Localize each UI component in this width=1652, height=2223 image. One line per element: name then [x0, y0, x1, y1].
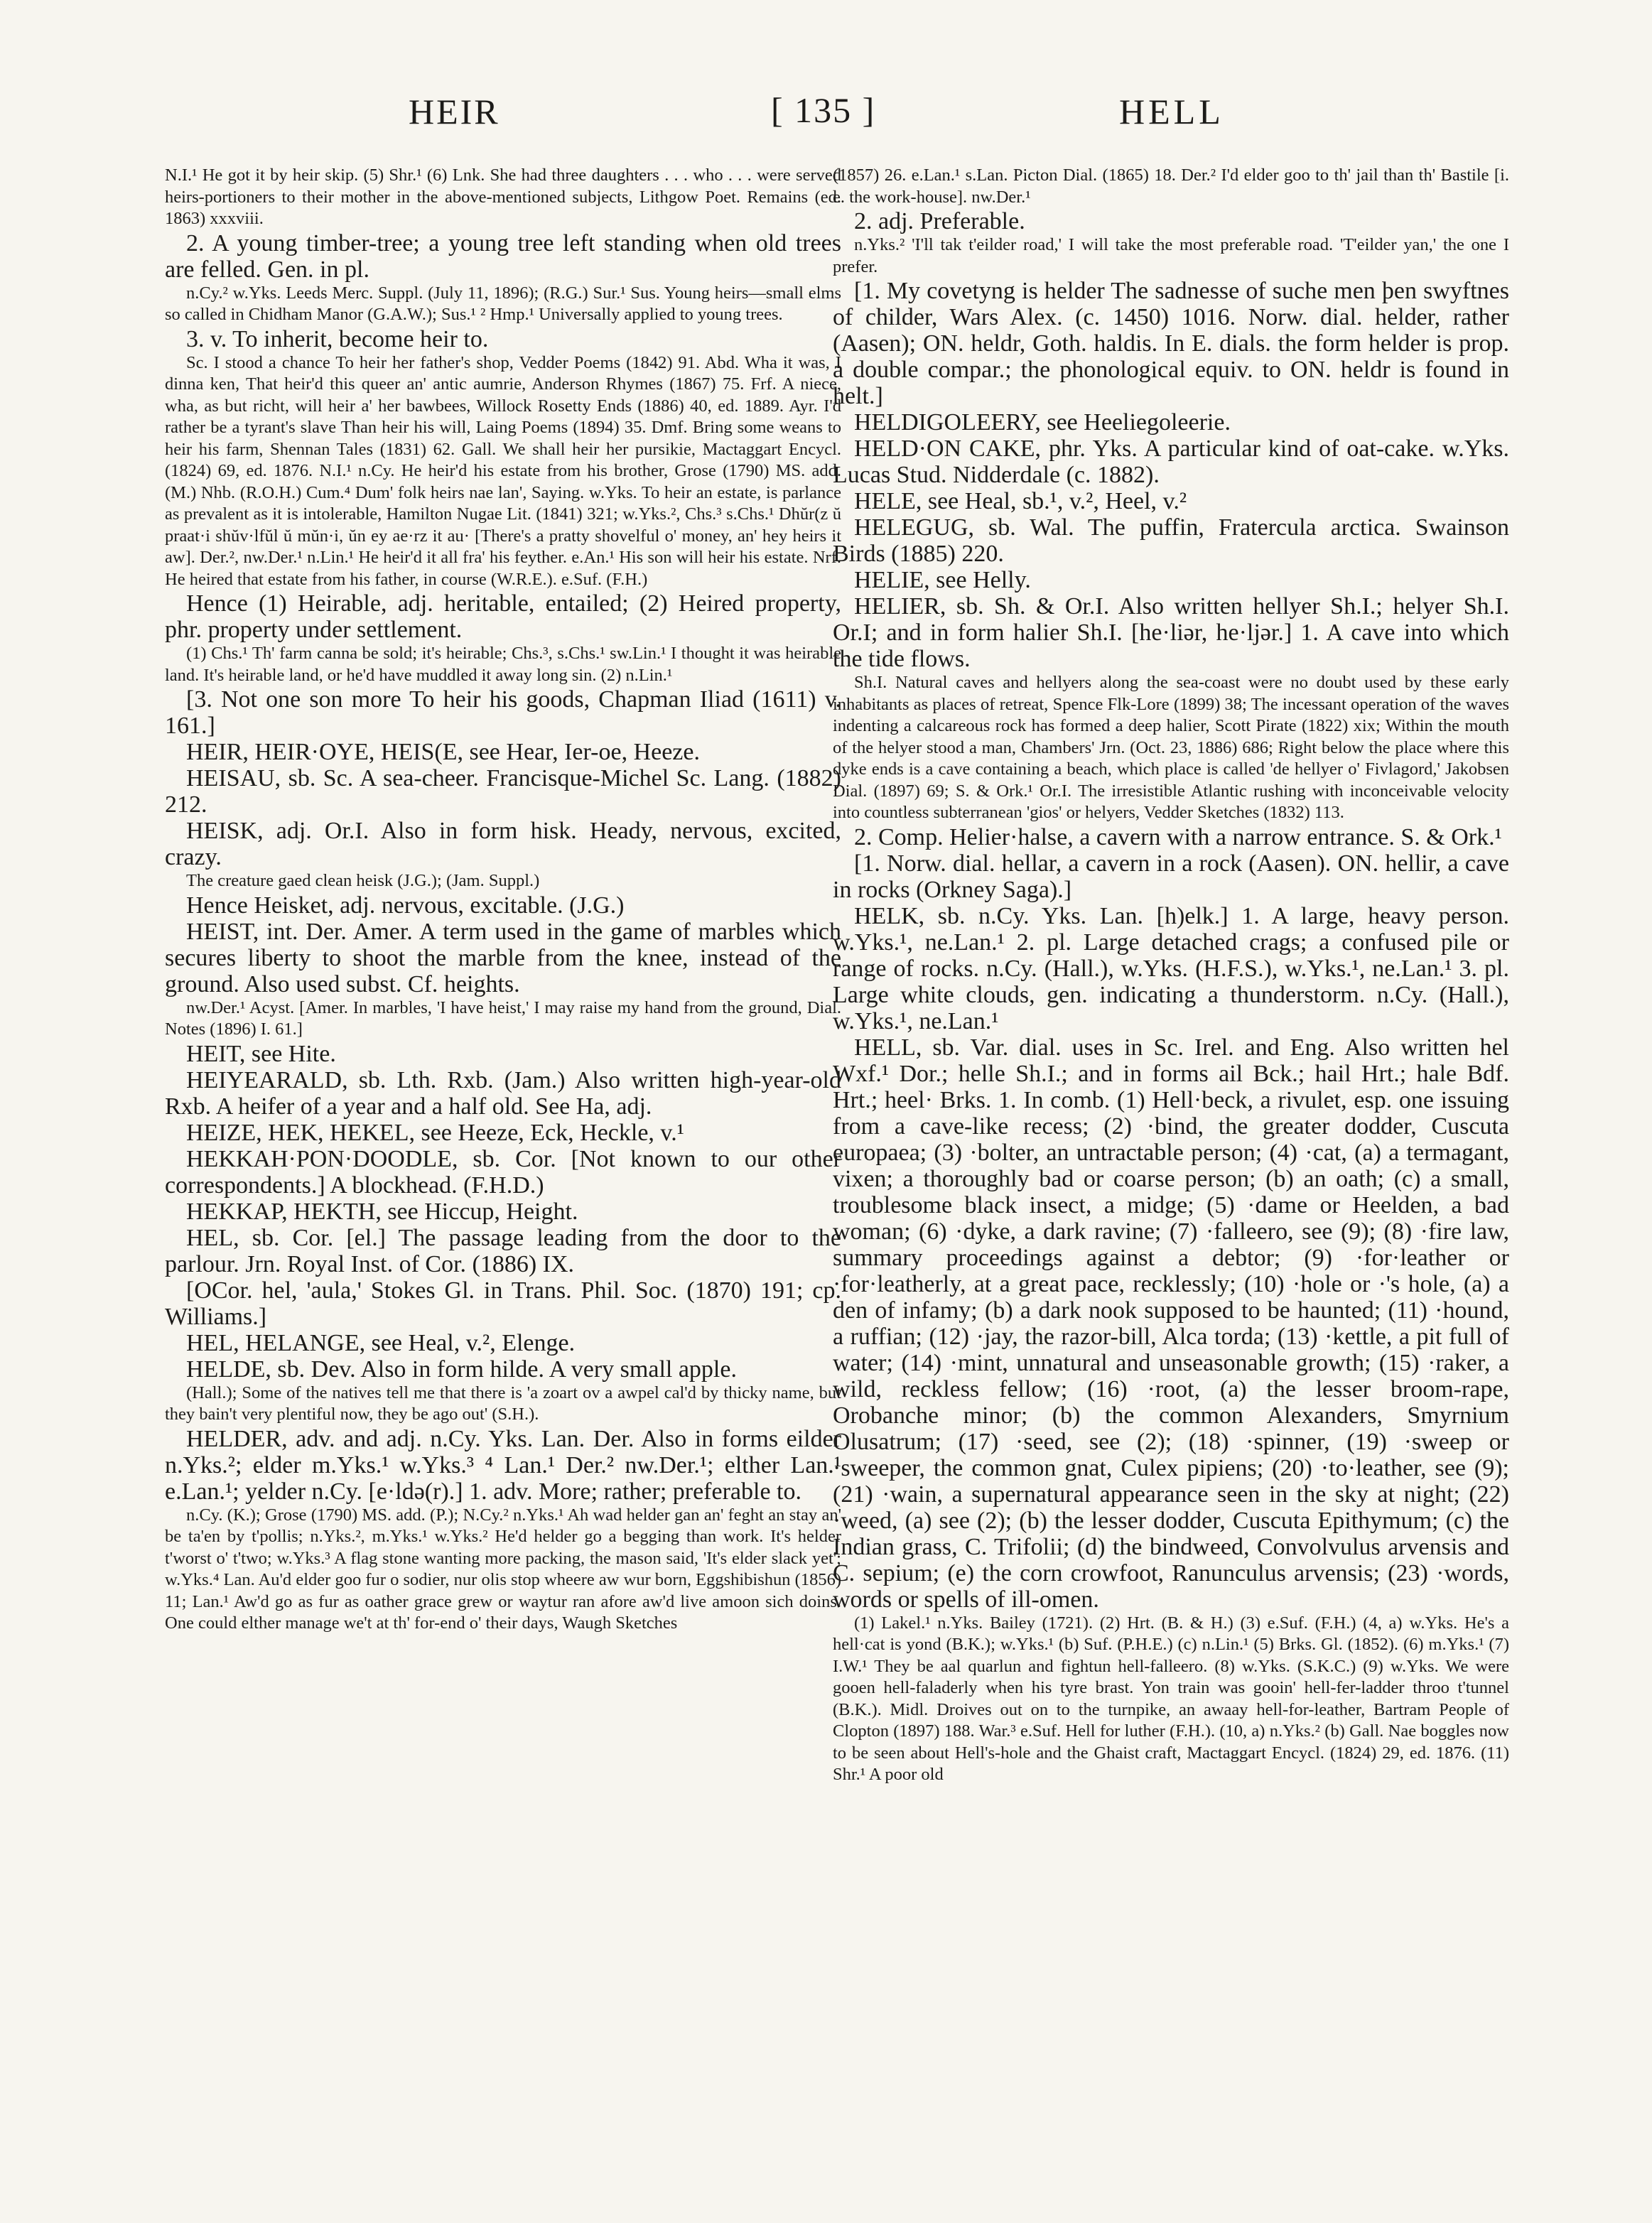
- right-column-entry: n.Yks.² 'I'll tak t'eilder road,' I will take the most preferable road. 'T'eilder yan,' the one I prefer.: [833, 235, 1509, 276]
- right-column-entry: HELE, see Heal, sb.¹, v.², Heel, v.²: [854, 488, 1187, 514]
- left-column-entry: HEL, HELANGE, see Heal, v.², Elenge.: [186, 1329, 576, 1356]
- left-column-entry: 2. A young timber-tree; a young tree left standing when old trees are felled. Gen. in pl.: [165, 229, 841, 283]
- left-column-entry: nw.Der.¹ Acyst. [Amer. In marbles, 'I have heist,' I may raise my hand from the ground, Dial. Notes (1896) I. 61.]: [165, 997, 841, 1039]
- left-column-entry: N.I.¹ He got it by heir skip. (5) Shr.¹ (6) Lnk. She had three daughters . . . who . . . were served heirs-portioners to their mother in the above-mentioned subjects, Lithgow Poet. Remains (ed. 1863) xxxviii.: [165, 166, 841, 228]
- left-column-entry: [3. Not one son more To heir his goods, Chapman Iliad (1611) v. 161.]: [165, 686, 841, 739]
- left-column-entry: HEKKAP, HEKTH, see Hiccup, Height.: [186, 1198, 578, 1225]
- right-column-entry: [1. Norw. dial. hellar, a cavern in a rock (Aasen). ON. hellir, a cave in rocks (Orkney Saga).]: [833, 850, 1509, 903]
- right-column-entry: 2. adj. Preferable.: [854, 208, 1025, 234]
- left-column-entry: HELDER, adv. and adj. n.Cy. Yks. Lan. Der. Also in forms eilder n.Yks.²; elder m.Yks.¹ w.Yks.³ ⁴ Lan.¹ Der.² nw.Der.¹; elther Lan.¹ e.Lan.¹; yelder n.Cy. [e·ldə(r).] 1. adv. More; rather; preferable to.: [165, 1425, 841, 1505]
- left-column-entry: 3. v. To inherit, become heir to.: [186, 325, 489, 352]
- right-column: [833, 165, 1509, 2197]
- header-left-word: HEIR: [409, 92, 500, 131]
- left-column-entry: HEL, sb. Cor. [el.] The passage leading from the door to the parlour. Jrn. Royal Inst. of Cor. (1886) IX.: [165, 1224, 841, 1277]
- left-column-entry: Hence Heisket, adj. nervous, excitable. (J.G.): [186, 892, 625, 919]
- right-column-entry: HELEGUG, sb. Wal. The puffin, Fratercula arctica. Swainson Birds (1885) 220.: [833, 514, 1509, 567]
- right-column-entry: HELK, sb. n.Cy. Yks. Lan. [h)elk.] 1. A large, heavy person. w.Yks.¹, ne.Lan.¹ 2. pl. Large detached crags; a confused pile or range of rocks. n.Cy. (Hall.), w.Yks. (H.F.S.), w.Yks.¹, ne.Lan.¹ 3. pl. Large white clouds, gen. indicating a thunderstorm. n.Cy. (Hall.), w.Yks.¹, ne.Lan.¹: [833, 902, 1509, 1034]
- right-column-entry: (1) Lakel.¹ n.Yks. Bailey (1721). (2) Hrt. (B. & H.) (3) e.Suf. (F.H.) (4, a) w.Yks. He's a hell·cat is yond (B.K.); w.Yks.¹ (b) Suf. (P.H.E.) (c) n.Lin.¹ (5) Brks. Gl. (1852). (6) m.Yks.¹ (7) I.W.¹ They be aal quarlun and fightun hell-falleero. (8) w.Yks. (S.K.C.) (9) w.Yks. We were gooen hell-faladerly when his tyre brast. Yon train was gooin' hell-fer-ladder throo t'tunnel (B.K.). Midl. Droives out on to the turnpike, an awaay hell-for-leather, Bartram People of Clopton (1897) 188. War.³ e.Suf. Hell for luther (F.H.). (10, a) n.Yks.² (b) Gall. Nae boggles now to be seen about Hell's-hole and the Ghaist craft, Mactaggart Encycl. (1824) 29, ed. 1876. (11) Shr.¹ A poor old: [833, 1613, 1509, 1784]
- left-column-entry: HEIZE, HEK, HEKEL, see Heeze, Eck, Heckle, v.¹: [186, 1119, 684, 1146]
- left-column-entry: (1) Chs.¹ Th' farm canna be sold; it's heirable; Chs.³, s.Chs.¹ sw.Lin.¹ I thought it was heirable land. It's heirable land, or he'd have muddled it away long sin. (2) n.Lin.¹: [165, 644, 841, 685]
- left-column-entry: HEKKAH·PON·DOODLE, sb. Cor. [Not known to our other correspondents.] A blockhead. (F.H.D.): [165, 1145, 841, 1199]
- right-column-entry: HELIER, sb. Sh. & Or.I. Also written hellyer Sh.I.; helyer Sh.I. Or.I; and in form halier Sh.I. [he·liər, he·ljər.] 1. A cave into which the tide flows.: [833, 593, 1509, 672]
- left-column-entry: HEIYEARALD, sb. Lth. Rxb. (Jam.) Also written high-year-old Rxb. A heifer of a year and a half old. See Ha, adj.: [165, 1066, 841, 1120]
- left-column-entry: (Hall.); Some of the natives tell me that there is 'a zoart ov a awpel cal'd by thicky name, but they bain't very plentiful now, they be ago out' (S.H.).: [165, 1383, 841, 1424]
- right-column-entry: HELL, sb. Var. dial. uses in Sc. Irel. and Eng. Also written hel Wxf.¹ Dor.; helle Sh.I.; and in forms ail Bck.; hail Hrt.; hale Bdf. Hrt.; heel· Brks. 1. In comb. (1) Hell·beck, a rivulet, esp. one issuing from a cave-like recess; (2) ·bind, the greater dodder, Cuscuta europaea; (3) ·bolter, an untractable person; (4) ·cat, (a) a termagant, vixen; a thoroughly bad or coarse person; (b) an oath; (c) a small, troublesome black insect, a midge; (5) ·dame or Heelden, a bad woman; (6) ·dyke, a dark ravine; (7) ·falleero, see (9); (8) ·fire law, summary proceedings against a debtor; (9) ·for·leather or ·for·leatherly, at a great pace, recklessly; (10) ·hole or ·'s hole, (a) a den of infamy; (b) a dark nook supposed to be haunted; (11) ·hound, a ruffian; (12) ·jay, the razor-bill, Alca torda; (13) ·kettle, a pit full of water; (14) ·mint, unnatural and unseasonable growth; (15) ·raker, a wild, reckless fellow; (16) ·root, (a) the lesser broom-rape, Orobanche minor; (b) the common Alexanders, Smyrnium Olusatrum; (17) ·seed, see (2); (18) ·spinner, (19) ·sweep or ·sweeper, the common gnat, Culex pipiens; (20) ·to·leather, see (9); (21) ·wain, a supernatural appearance seen in the sky at night; (22) ·weed, (a) see (2); (b) the lesser dodder, Cuscuta Epithymum; (c) the Indian grass, C. Trifolii; (d) the bindweed, Convolvulus arvensis and C. sepium; (e) the corn crowfoot, Ranunculus arvensis; (23) ·words, words or spells of ill-omen.: [833, 1034, 1509, 1613]
- left-column-entry: The creature gaed clean heisk (J.G.); (Jam. Suppl.): [186, 871, 540, 890]
- left-column-entry: HEISAU, sb. Sc. A sea-cheer. Francisque-Michel Sc. Lang. (1882) 212.: [165, 765, 841, 818]
- page-number: [ 135 ]: [771, 90, 876, 130]
- left-column-entry: Hence (1) Heirable, adj. heritable, entailed; (2) Heired property, phr. property under settlement.: [165, 590, 841, 643]
- right-column-entry: HELDIGOLEERY, see Heeliegoleerie.: [854, 409, 1231, 436]
- right-column-entry: HELIE, see Helly.: [854, 567, 1031, 593]
- left-column-entry: HEIT, see Hite.: [186, 1040, 336, 1067]
- right-column-entry: HELD·ON CAKE, phr. Yks. A particular kind of oat-cake. w.Yks. Lucas Stud. Nidderdale (c. 1882).: [833, 436, 1509, 488]
- running-header: [0, 0, 1652, 142]
- left-column-entry: HEIST, int. Der. Amer. A term used in the game of marbles which secures liberty to shoot the marble from the knee, instead of the ground. Also used subst. Cf. heights.: [165, 918, 841, 997]
- left-column-entry: n.Cy. (K.); Grose (1790) MS. add. (P.); N.Cy.² n.Yks.¹ Ah wad helder gan an' feght an stay an' be ta'en by t'pollis; n.Yks.², m.Yks.¹ w.Yks.² He'd helder go a begging than work. It's helder t'worst o' t'two; w.Yks.³ A flag stone wanting more packing, the mason said, 'It's elder slack yet'; w.Yks.⁴ Lan. Au'd elder goo fur o sodier, nur olis stop wheere aw wur born, Eggshibishun (1856) 11; Lan.¹ Aw'd go as fur as oather grace grew or waytur ran afore aw'd live amoon sich doins. One could elther manage we't at th' for-end o' their days, Waugh Sketches: [165, 1505, 841, 1633]
- left-column-entry: HEIR, HEIR·OYE, HEIS(E, see Hear, Ier-oe, Heeze.: [186, 739, 700, 765]
- right-column-entry: [1. My covetyng is helder The sadnesse of suche men þen swyftnes of childer, Wars Alex. (c. 1450) 1016. Norw. dial. helder, rather (Aasen); ON. heldr, Goth. haldis. In E. dials. the form helder is prop. a double compar.; the phonological equiv. to ON. heldr is found in helt.]: [833, 278, 1509, 409]
- left-column-entry: HEISK, adj. Or.I. Also in form hisk. Heady, nervous, excited, crazy.: [165, 818, 841, 870]
- left-column-entry: Sc. I stood a chance To heir her father's shop, Vedder Poems (1842) 91. Abd. Wha it was, I dinna ken, That heir'd this queer an' antic aumrie, Anderson Rhymes (1867) 75. Frf. A niece, wha, as but richt, will heir a' her bawbees, Willock Rosetty Ends (1886) 40, ed. 1889. Ayr. I'd rather be a tyrant's slave Than heir his will, Laing Poems (1894) 35. Dmf. Bring some weans to heir his farm, Shennan Tales (1831) 62. Gall. We shall heir her pursikie, Mactaggart Encycl. (1824) 69, ed. 1876. N.I.¹ n.Cy. He heir'd his estate from his brother, Grose (1790) MS. add. (M.) Nhb. (R.O.H.) Cum.⁴ Dum' folk heirs nae lan', Saying. w.Yks. To heir an estate, is parlance as prevalent as it is intolerable, Hamilton Nugae Lit. (1841) 321; w.Yks.², Chs.³ s.Chs.¹ Dhŭr(z ŭ praat·i shŭv·lfŭl ŭ mŭn·i, ŭn ey ae·rz it au· [There's a pratty shovelful o' money, an' hey heirs it aw]. Der.², nw.Der.¹ n.Lin.¹ He heir'd it all fra' his feyther. e.An.¹ His son will heir his estate. Nrf. He heired that estate from his father, in course (W.R.E.). e.Suf. (F.H.): [165, 352, 841, 589]
- left-column: [165, 165, 841, 2197]
- header-right-word: HELL: [1119, 92, 1224, 131]
- right-column-entry: Sh.I. Natural caves and hellyers along the sea-coast were no doubt used by these early inhabitants as places of retreat, Spence Flk-Lore (1899) 38; The incessant operation of the waves indenting a calcareous rock has formed a deep halier, Scott Pirate (1822) xix; Within the mouth of the helyer stood a man, Chambers' Jrn. (Oct. 23, 1886) 686; Right below the place where this dyke ends is a cave containing a beach, which place is called 'de hellyer o' Fivlagord,' Jakobsen Dial. (1897) 69; S. & Ork.¹ Or.I. The irresistible Atlantic rushing with inconceivable velocity into countless subterranean 'gios' or helyers, Vedder Sketches (1832) 113.: [833, 673, 1509, 822]
- left-column-entry: [OCor. hel, 'aula,' Stokes Gl. in Trans. Phil. Soc. (1870) 191; cp. Williams.]: [165, 1277, 841, 1330]
- left-column-entry: n.Cy.² w.Yks. Leeds Merc. Suppl. (July 11, 1896); (R.G.) Sur.¹ Sus. Young heirs—small elms so called in Chidham Manor (G.A.W.); Sus.¹ ² Hmp.¹ Universally applied to young trees.: [165, 283, 841, 324]
- right-column-entry: 2. Comp. Helier·halse, a cavern with a narrow entrance. S. & Ork.¹: [854, 823, 1502, 850]
- right-column-entry: (1857) 26. e.Lan.¹ s.Lan. Picton Dial. (1865) 18. Der.² I'd elder goo to th' jail than th' Bastile [i. e. the work-house]. nw.Der.¹: [833, 166, 1509, 207]
- left-column-entry: HELDE, sb. Dev. Also in form hilde. A very small apple.: [186, 1356, 737, 1383]
